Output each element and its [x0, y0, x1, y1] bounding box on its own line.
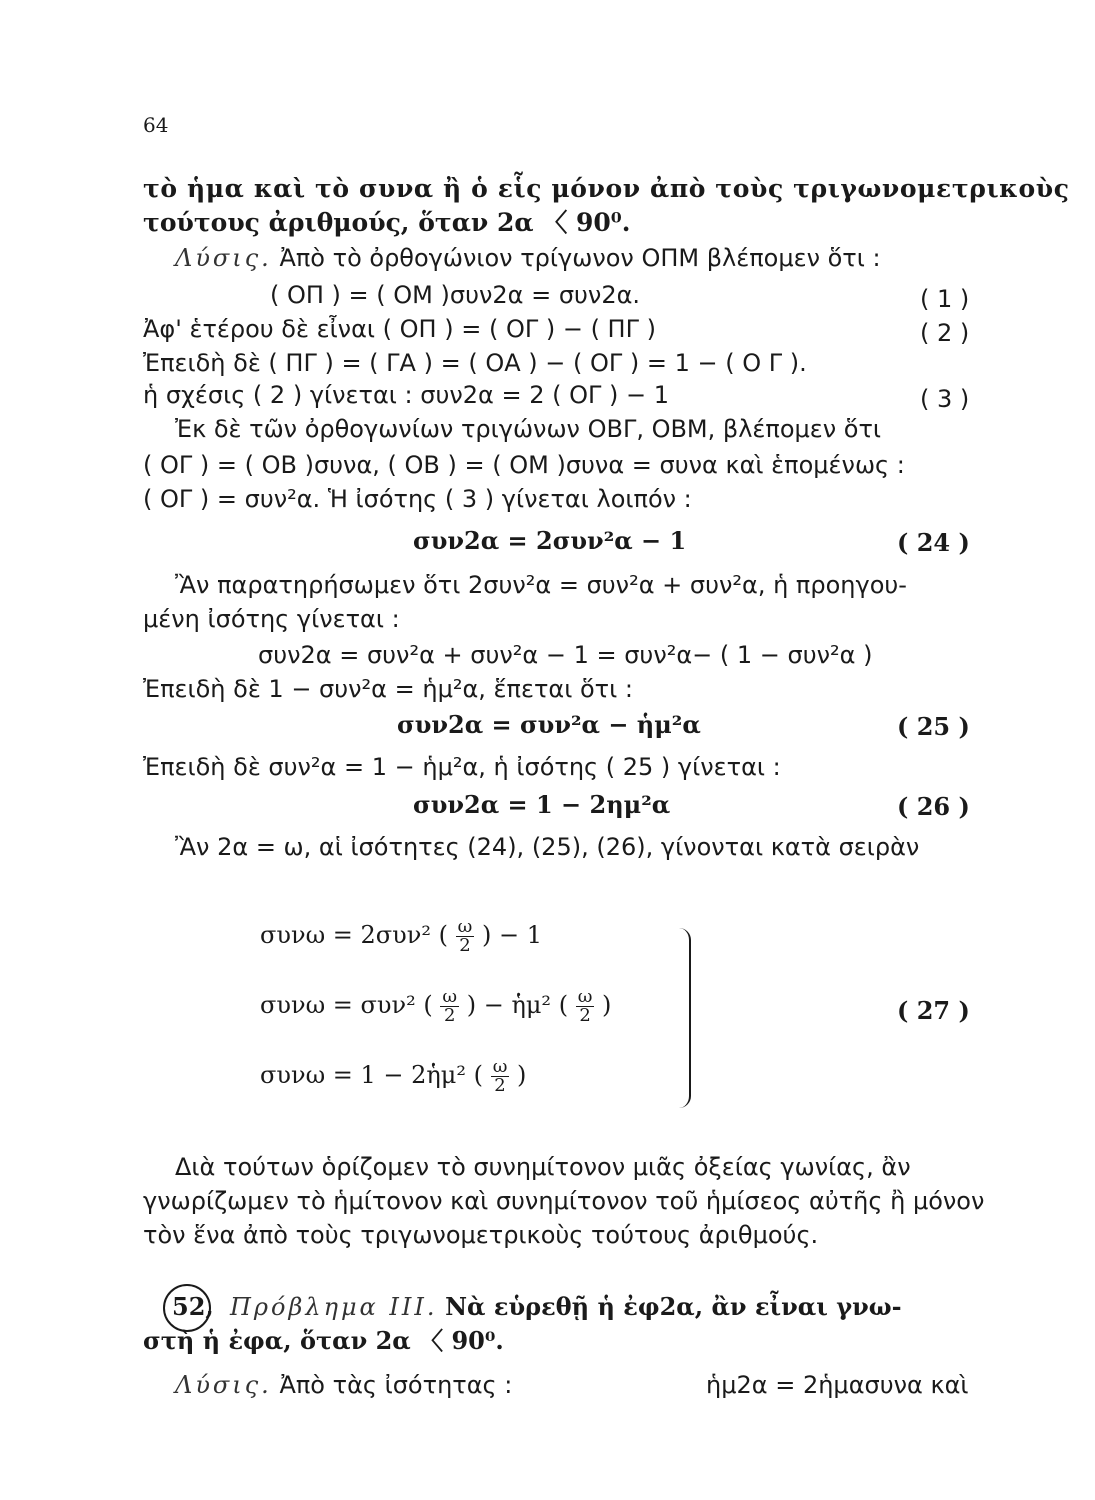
last-right-text: ἡμ2α = 2ἡμασυνα καὶ — [706, 1371, 969, 1399]
equation-26: συν2α = 1 − 2ημ²α — [413, 790, 671, 819]
substitution-line: Ἂν 2α = ω, αἱ ἰσότητες (24), (25), (26), γίνονται κατὰ σειρὰν — [175, 833, 920, 861]
last-solution-label: Λύσις. — [175, 1371, 272, 1399]
solution-line-4: Ἐπειδὴ δὲ ( ΠΓ ) = ( ΓΑ ) = ( ΟΑ ) − ( ΟΓ ) = 1 − ( Ο Γ ). — [143, 349, 807, 377]
solution-line-5: ἡ σχέσις ( 2 ) γίνεται : συν2α = 2 ( ΟΓ ) − 1 — [143, 381, 669, 409]
middle-line-4: Ἐπειδὴ δὲ 1 − συν²α = ἡμ²α, ἕπεται ὅτι : — [143, 675, 633, 703]
solution-label: Λύσις. — [175, 244, 272, 272]
eq27-lhs-1: συνω = — [260, 921, 353, 949]
eq-number-26: ( 26 ) — [897, 792, 970, 821]
solution-line-6: Ἐκ δὲ τῶν ὀρθογωνίων τριγώνων ΟΒΓ, ΟΒΜ, βλέπομεν ὅτι — [175, 415, 882, 443]
open-paren: ( — [473, 1061, 484, 1089]
omega-over-2-fraction — [440, 988, 459, 1025]
close-paren: ) — [481, 921, 492, 949]
eq27-r3a: 1 − 2ἡμ² — [360, 1061, 467, 1089]
conclusion-line-1: Διὰ τούτων ὁρίζομεν τὸ συνημίτονον μιᾶς ὀξείας γωνίας, ἂν — [175, 1153, 911, 1181]
intro-line-2: τούτους ἀριθμούς, ὅταν 2α 〈 90⁰. — [143, 208, 631, 237]
last-line — [175, 1370, 512, 1400]
problem-text-1: Νὰ εὑρεθῇ ἡ ἐφ2α, ἂν εἶναι γνω- — [445, 1292, 902, 1321]
conclusion-line-2: γνωρίζωμεν τὸ ἡμίτονον καὶ συνημίτονον τοῦ ἡμίσεος αὐτῆς ἢ μόνον — [143, 1187, 985, 1215]
page-number: 64 — [143, 113, 169, 137]
eq27-r1a: 2συν² — [360, 921, 431, 949]
fraction-numerator: ω — [492, 1056, 508, 1077]
eq-number-3: ( 3 ) — [920, 385, 970, 413]
middle2-line-1: Ἐπειδὴ δὲ συν²α = 1 − ἡμ²α, ἡ ἰσότης ( 25 ) γίνεται : — [143, 753, 781, 781]
equation-24: συν2α = 2συν²α − 1 — [413, 526, 687, 555]
conclusion-line-3: τὸν ἕνα ἀπὸ τοὺς τριγωνομετρικοὺς τούτους ἀριθμούς. — [143, 1221, 819, 1249]
fraction-numerator: ω — [577, 986, 593, 1007]
solution-block — [175, 243, 881, 273]
omega-over-2-fraction — [456, 918, 475, 955]
close-paren: ) — [517, 1061, 527, 1089]
open-paren: ( — [438, 921, 448, 949]
right-brace — [675, 928, 691, 1108]
fraction-denominator: 2 — [579, 1005, 591, 1026]
solution-line-2: ( ΟΠ ) = ( ΟΜ )συν2α = συν2α. — [270, 281, 641, 309]
fraction-numerator: ω — [442, 986, 458, 1007]
fraction-denominator: 2 — [494, 1075, 506, 1096]
eq27-lhs-3: συνω = — [260, 1061, 353, 1089]
last-text: Ἀπὸ τὰς ἰσότητας : — [279, 1371, 513, 1399]
open-paren: ( — [423, 991, 433, 1019]
omega-over-2-fraction — [576, 988, 595, 1025]
equation-25: συν2α = συν²α − ἡμ²α — [397, 710, 701, 739]
close-paren: ) — [602, 991, 612, 1019]
fraction-numerator: ω — [457, 916, 473, 937]
problem-line-2: στὴ ἡ ἐφα, ὅταν 2α 〈 90⁰. — [143, 1326, 504, 1355]
problem-label: Πρόβλημα ΙΙΙ. — [230, 1293, 438, 1321]
omega-over-2-fraction — [491, 1058, 510, 1095]
open-paren: ( — [558, 991, 569, 1019]
eq27-r2a: συν² — [360, 991, 416, 1019]
problem-line-1 — [230, 1292, 902, 1322]
eq27-row-2 — [260, 988, 611, 1025]
eq27-r2b: − ἡμ² — [483, 991, 552, 1019]
intro-line-1: τὸ ἡμα καὶ τὸ συνα ἢ ὁ εἷς μόνον ἀπὸ τοὺς τριγωνομετρικοὺς — [143, 174, 1070, 203]
problem-number: 52, — [172, 1292, 214, 1321]
close-paren: ) — [466, 991, 477, 1019]
middle-line-3: συν2α = συν²α + συν²α − 1 = συν²α− ( 1 − συν²α ) — [258, 641, 873, 669]
eq-number-1: ( 1 ) — [920, 285, 970, 313]
fraction-denominator: 2 — [459, 935, 471, 956]
solution-line-8: ( ΟΓ ) = συν²α. Ἡ ἰσότης ( 3 ) γίνεται λοιπόν : — [143, 485, 692, 513]
eq-number-27: ( 27 ) — [897, 996, 970, 1025]
eq27-r1b: − 1 — [498, 921, 542, 949]
solution-line-1: Ἀπὸ τὸ ὀρθογώνιον τρίγωνον ΟΠΜ βλέπομεν ὅτι : — [279, 244, 881, 272]
eq27-row-3 — [260, 1058, 526, 1095]
eq27-row-1 — [260, 918, 542, 955]
eq-number-25: ( 25 ) — [897, 712, 970, 741]
solution-line-7: ( ΟΓ ) = ( ΟΒ )συνα, ( ΟΒ ) = ( ΟΜ )συνα = συνα καὶ ἑπομένως : — [143, 451, 905, 479]
fraction-denominator: 2 — [443, 1005, 456, 1026]
eq-number-24: ( 24 ) — [897, 528, 970, 557]
middle-line-1: Ἂν παρατηρήσωμεν ὅτι 2συν²α = συν²α + συν²α, ἡ προηγου- — [175, 571, 907, 599]
solution-line-3: Ἀφ' ἑτέρου δὲ εἶναι ( ΟΠ ) = ( ΟΓ ) − ( ΠΓ ) — [143, 315, 656, 343]
eq-number-2: ( 2 ) — [920, 319, 970, 347]
middle-line-2: μένη ἰσότης γίνεται : — [143, 605, 400, 633]
eq27-lhs-2: συνω = — [260, 991, 353, 1019]
